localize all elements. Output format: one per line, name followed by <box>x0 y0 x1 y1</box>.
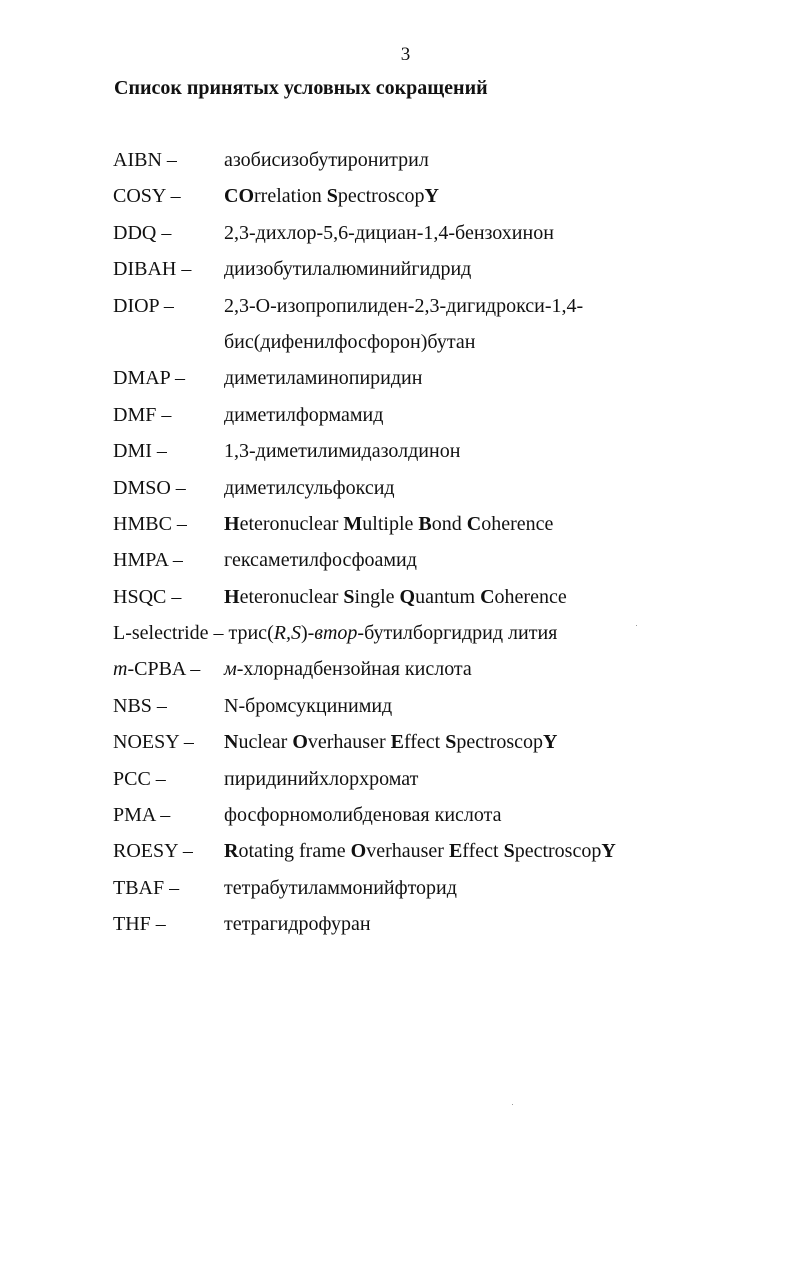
definition-fragment: H <box>224 585 240 608</box>
abbreviation-row-noesy <box>0 728 799 764</box>
abbreviation-row-nbs <box>0 692 799 728</box>
abbreviation-inline-entry <box>113 619 557 647</box>
abbreviation-term: ROESY – <box>113 840 193 863</box>
definition-fragment: S <box>503 840 515 863</box>
definition-fragment: pectroscop <box>514 840 602 863</box>
abbreviation-definition: N-бромсукцинимид <box>224 694 393 717</box>
abbreviation-definition: диметилсульфоксид <box>224 476 395 499</box>
abbreviation-row-pma <box>0 801 799 837</box>
abbreviation-row-dmi <box>0 437 799 473</box>
abbreviation-term <box>113 655 200 683</box>
definition-fragment: verhauser <box>366 840 449 863</box>
abbreviation-row-hmbc <box>0 510 799 546</box>
abbreviation-row-dibah <box>0 255 799 291</box>
definition-fragment: rrelation <box>254 185 327 208</box>
definition-fragment: ffect <box>403 731 446 754</box>
definition-fragment: E <box>448 840 463 863</box>
entry-fragment: втор <box>314 622 358 645</box>
page-title: Список принятых условных сокращений <box>114 77 488 99</box>
abbreviation-row-ddq <box>0 219 799 255</box>
abbreviation-definition: тетрагидрофуран <box>224 913 371 936</box>
abbreviation-row-cosy <box>0 182 799 218</box>
abbreviation-definition <box>224 510 553 538</box>
abbreviation-definition: диизобутилалюминийгидрид <box>224 258 472 281</box>
abbreviation-term: THF – <box>113 913 166 936</box>
definition-fragment: B <box>418 512 432 535</box>
abbreviation-term: TBAF – <box>113 876 180 899</box>
abbreviation-row-m-cpba <box>0 655 799 691</box>
definition-fragment: uclear <box>238 731 293 754</box>
abbreviation-definition: гексаметилфосфоамид <box>224 549 417 572</box>
abbreviation-definition <box>224 837 616 865</box>
abbreviation-row-dmso <box>0 474 799 510</box>
definition-line: 2,3-О-изопропилиден-2,3-дигидрокси-1,4- <box>224 294 584 317</box>
definition-fragment: Y <box>601 840 616 863</box>
abbreviation-definition: фосфорномолибденовая кислота <box>224 804 502 827</box>
definition-fragment: S <box>343 585 355 608</box>
abbreviation-term: HSQC – <box>113 585 182 608</box>
abbreviation-definition <box>224 292 583 356</box>
abbreviation-row-hmpa <box>0 546 799 582</box>
abbreviation-definition <box>224 182 439 210</box>
abbreviation-definition: диметилформамид <box>224 403 384 426</box>
scan-speck <box>636 625 637 626</box>
entry-fragment: -бутилборгидрид лития <box>357 622 558 645</box>
abbreviation-definition <box>224 655 472 683</box>
abbreviation-definition <box>224 728 557 756</box>
abbreviation-term: HMBC – <box>113 512 187 535</box>
abbreviation-row-roesy <box>0 837 799 873</box>
term-fragment: -CPBA – <box>127 658 201 681</box>
definition-fragment: pectroscop <box>337 185 425 208</box>
definition-fragment: eteronuclear <box>239 512 344 535</box>
abbreviation-term: NOESY – <box>113 731 194 754</box>
abbreviation-term: PCC – <box>113 767 166 790</box>
abbreviation-definition: диметиламинопиридин <box>224 367 423 390</box>
definition-fragment: ingle <box>354 585 400 608</box>
definition-fragment: ond <box>431 512 467 535</box>
abbreviation-definition: пиридинийхлорхромат <box>224 767 419 790</box>
definition-fragment: N <box>224 731 239 754</box>
abbreviation-row-tbaf <box>0 874 799 910</box>
definition-fragment: Q <box>399 585 416 608</box>
definition-fragment: ffect <box>462 840 504 863</box>
definition-fragment: O <box>292 731 308 754</box>
entry-fragment: R,S <box>273 622 301 645</box>
definition-fragment: uantum <box>415 585 481 608</box>
abbreviation-term: DMI – <box>113 440 167 463</box>
definition-fragment: O <box>350 840 367 863</box>
definition-line: бис(дифенилфосфорон)бутан <box>224 330 476 353</box>
abbreviation-row-diop <box>0 292 799 365</box>
entry-fragment: L-selectride – трис( <box>113 622 274 645</box>
definition-fragment: ultiple <box>362 512 419 535</box>
abbreviation-term: HMPA – <box>113 549 183 572</box>
abbreviation-term: DMSO – <box>113 476 186 499</box>
definition-fragment: CO <box>224 185 254 208</box>
scan-speck <box>512 1104 513 1105</box>
abbreviation-term: DMF – <box>113 403 172 426</box>
definition-fragment: Y <box>424 185 439 208</box>
abbreviation-row-dmf <box>0 401 799 437</box>
definition-fragment: S <box>445 731 457 754</box>
definition-fragment: Y <box>543 731 558 754</box>
abbreviation-row-thf <box>0 910 799 946</box>
abbreviation-row-hsqc <box>0 583 799 619</box>
abbreviation-term: PMA – <box>113 804 171 827</box>
definition-fragment: H <box>224 512 240 535</box>
definition-fragment: oherence <box>494 585 567 608</box>
abbreviation-row-l-selectride <box>0 619 799 655</box>
definition-fragment: pectroscop <box>456 731 543 754</box>
abbreviation-row-pcc <box>0 765 799 801</box>
definition-fragment: eteronuclear <box>239 585 344 608</box>
abbreviation-term: AIBN – <box>113 149 177 171</box>
definition-fragment: S <box>326 185 338 208</box>
definition-fragment: C <box>466 512 482 535</box>
definition-fragment: -хлорнадбензойная кислота <box>236 658 472 681</box>
term-fragment: m <box>113 658 128 681</box>
abbreviation-row-dmap <box>0 364 799 400</box>
abbreviation-term: DIOP – <box>113 294 174 317</box>
abbreviation-definition: 2,3-дихлор-5,6-дициан-1,4-бензохинон <box>224 221 554 244</box>
page-number: 3 <box>400 44 411 65</box>
entry-fragment: )- <box>300 622 315 645</box>
abbreviation-term: DIBAH – <box>113 258 192 281</box>
definition-fragment: verhauser <box>307 731 391 754</box>
definition-fragment: м <box>224 658 237 681</box>
abbreviation-term: DDQ – <box>113 221 172 244</box>
definition-fragment: R <box>224 840 239 863</box>
definition-fragment: oherence <box>481 512 554 535</box>
abbreviation-term: NBS – <box>113 694 167 717</box>
definition-fragment: E <box>390 731 404 754</box>
abbreviation-definition: азобисизобутиронитрил <box>224 149 429 171</box>
abbreviation-definition: тетрабутиламмонийфторид <box>224 876 457 899</box>
abbreviation-term: COSY – <box>113 185 181 208</box>
abbreviation-definition <box>224 583 567 611</box>
definition-fragment: C <box>480 585 495 608</box>
abbreviation-row-aibn <box>0 146 799 182</box>
abbreviation-definition: 1,3-диметилимидазолдинон <box>224 440 461 463</box>
definition-fragment: otating frame <box>238 840 351 863</box>
abbreviation-term: DMAP – <box>113 367 186 390</box>
abbreviation-list <box>0 146 799 947</box>
definition-fragment: M <box>343 512 363 535</box>
